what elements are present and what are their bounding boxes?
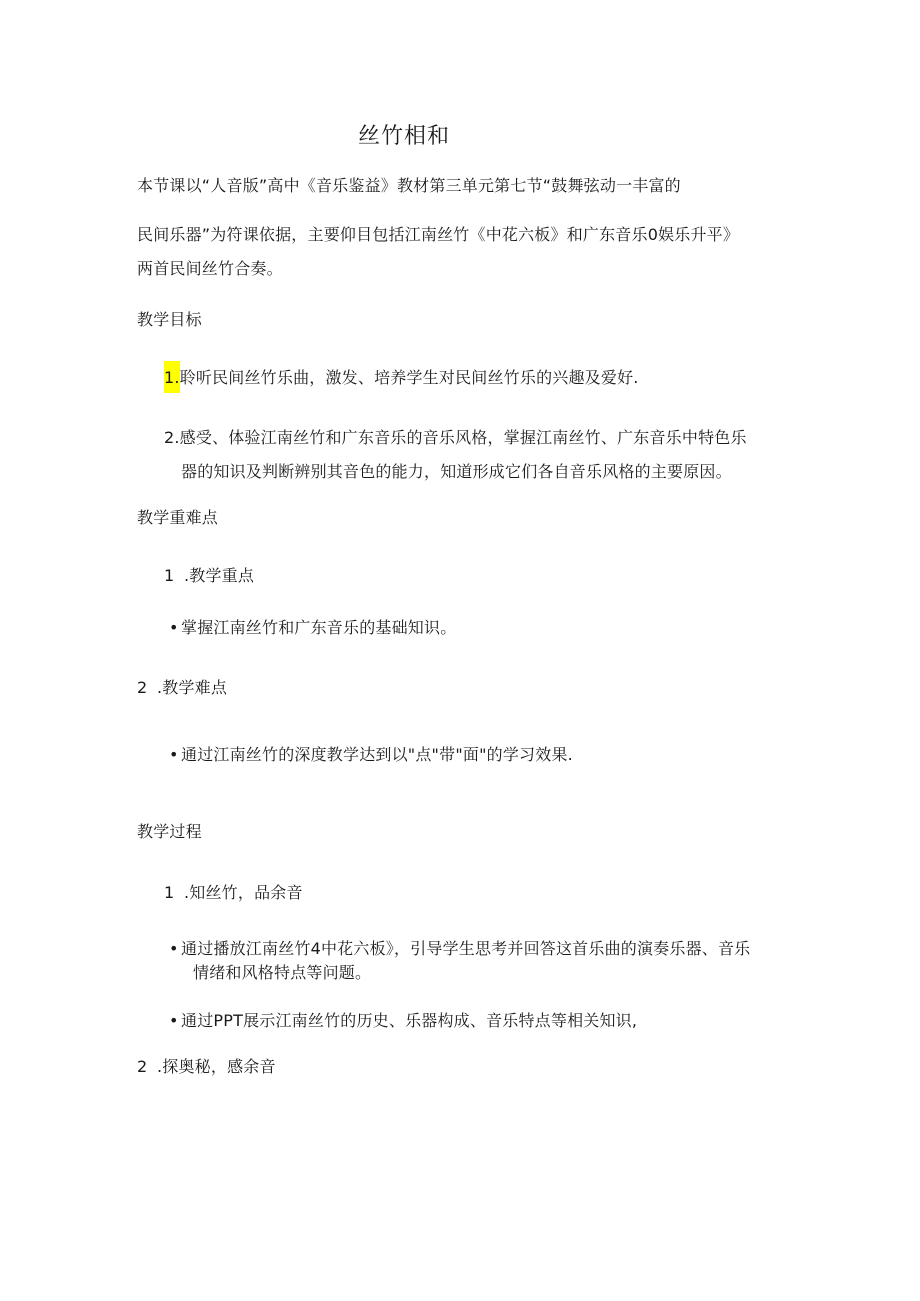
objective-item-1-number: 1. [164, 361, 180, 393]
objective-item-2-number: 2. [164, 428, 180, 447]
objective-item-2-line-2: 器的知识及判断辨别其音色的能力，知道形成它们各自音乐风格的主要原因。 [181, 462, 732, 481]
keypoint-sub-2-label: .教学难点 [157, 678, 228, 697]
keypoint-sub-2-number: 2 [137, 678, 148, 697]
objective-item-2-line-1 [164, 427, 747, 449]
bullet-icon: • [169, 618, 179, 637]
process-step-2 [137, 1056, 276, 1078]
intro-line-1: 本节课以“人音版”高中《音乐鉴益》教材第三单元第七节“鼓舞弦动一丰富的 [137, 176, 681, 195]
process-heading: 教学过程 [137, 822, 202, 841]
objective-item-2-text: 感受、体验江南丝竹和广东音乐的音乐风格，掌握江南丝竹、广东音乐中特色乐 [179, 428, 747, 447]
keypoint-sub-1-bullet [169, 617, 456, 639]
process-step-1-bullet-1-line-1 [169, 938, 750, 960]
objective-item-1-text: 聆听民间丝竹乐曲，激发、培养学生对民间丝竹乐的兴趣及爱好. [179, 368, 639, 387]
process-step-1-bullet-2 [169, 1010, 637, 1032]
process-step-2-number: 2 [137, 1057, 148, 1076]
objective-item-1 [164, 367, 639, 393]
keypoint-sub-2-bullet-text: 通过江南丝竹的深度教学达到以"点"带"面"的学习效果. [181, 745, 573, 764]
intro-line-2: 民间乐器”为符课依据，主要仰目包括江南丝竹《中花六板》和广东音乐0娱乐升平》 [137, 225, 740, 244]
process-step-1-number: 1 [164, 883, 175, 902]
keypoint-sub-1-bullet-text: 掌握江南丝竹和广东音乐的基础知识。 [181, 618, 457, 637]
keypoint-sub-2 [137, 677, 227, 699]
document-title: 丝竹相和 [358, 124, 451, 149]
process-step-1 [164, 882, 303, 904]
process-step-1-label: .知丝竹，品余音 [184, 883, 303, 902]
objectives-heading: 教学目标 [137, 310, 202, 329]
keypoint-sub-1-number: 1 [164, 566, 175, 585]
keypoint-sub-1-label: .教学重点 [184, 566, 255, 585]
keypoints-heading: 教学重难点 [137, 508, 219, 527]
bullet-icon: • [169, 1011, 179, 1030]
intro-line-3: 两首民间丝竹合奏。 [137, 259, 283, 278]
process-step-1-bullet-1-line-2: 情绪和风格特点等问题。 [193, 963, 372, 982]
bullet-icon: • [169, 939, 179, 958]
process-step-2-label: .探奥秘，感余音 [157, 1057, 276, 1076]
bullet-icon: • [169, 745, 179, 764]
keypoint-sub-1 [164, 565, 254, 587]
process-step-1-bullet-1-text: 通过播放江南丝竹4中花六板》，引导学生思考并回答这首乐曲的演奏乐器、音乐 [181, 939, 751, 958]
process-step-1-bullet-2-text: 通过PPT展示江南丝竹的历史、乐器构成、音乐特点等相关知识, [181, 1011, 638, 1030]
keypoint-sub-2-bullet [169, 744, 573, 766]
